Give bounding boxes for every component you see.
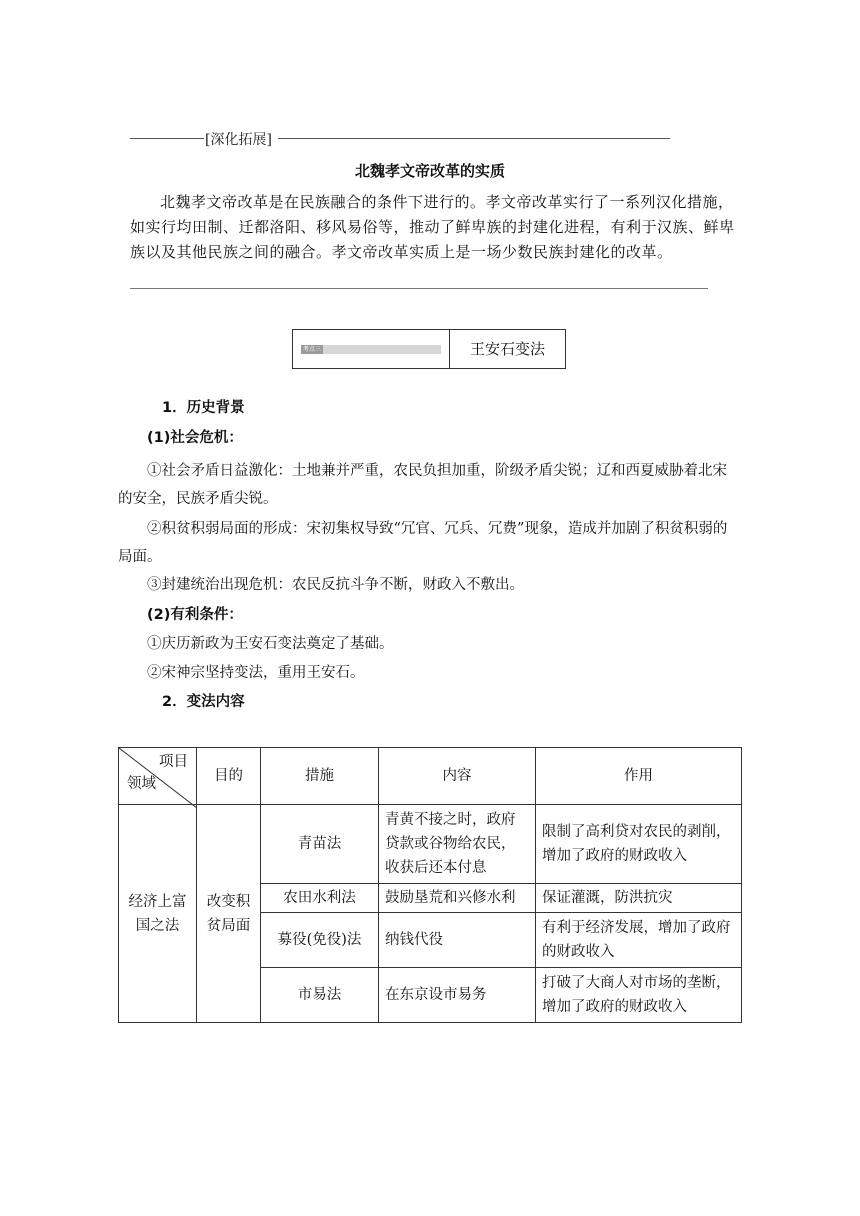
content-cell: 鼓励垦荒和兴修水利 xyxy=(379,884,536,913)
heading-reform-content: 2．变法内容 xyxy=(162,694,245,710)
measure-cell: 农田水利法 xyxy=(261,884,379,913)
divider-bottom xyxy=(130,288,708,289)
extension-tag: [深化拓展] xyxy=(205,132,272,148)
effect-cell: 保证灌溉，防洪抗灾 xyxy=(536,884,742,913)
corner-bottom-label: 领域 xyxy=(127,776,156,792)
content-cell: 青黄不接之时，政府贷款或谷物给农民，收获后还本付息 xyxy=(379,805,536,884)
corner-cell xyxy=(119,748,197,805)
heading-background: 1．历史背景 xyxy=(162,400,245,416)
effect-cell: 有利于经济发展，增加了政府的财政收入 xyxy=(536,913,742,968)
extension-body: 北魏孝文帝改革是在民族融合的条件下进行的。孝文帝改革实行了一系列汉化措施，如实行均田制、迁都洛阳、移风易俗等，推动了鲜卑族的封建化进程，有利于汉族、鲜卑族以及其他民族之间的融合。孝文帝改革实质上是一场少数民族封建化的改革。 xyxy=(130,193,735,261)
effect-cell: 限制了高利贷对农民的剥削，增加了政府的财政收入 xyxy=(536,805,742,884)
measure-cell: 募役(免役)法 xyxy=(261,913,379,968)
paragraph-poverty: ②积贫积弱局面的形成：宋初集权导致“冗官、冗兵、冗费”现象，造成并加剧了积贫积弱的局面。 xyxy=(118,521,728,565)
paragraph-rule-crisis: ③封建统治出现危机：农民反抗斗争不断，财政入不敷出。 xyxy=(147,577,524,593)
corner-top-label: 项目 xyxy=(159,754,188,770)
topic-bar xyxy=(301,345,441,354)
header-effect: 作用 xyxy=(536,748,742,805)
reform-table xyxy=(118,747,742,1023)
table-row xyxy=(119,805,742,884)
topic-header xyxy=(292,329,566,369)
measure-cell: 市易法 xyxy=(261,968,379,1023)
content-cell: 在东京设市易务 xyxy=(379,968,536,1023)
divider-right xyxy=(278,138,670,139)
table-header-row xyxy=(119,748,742,805)
header-content: 内容 xyxy=(379,748,536,805)
content-cell: 纳钱代役 xyxy=(379,913,536,968)
header-purpose: 目的 xyxy=(197,748,261,805)
topic-label-cell xyxy=(293,330,450,368)
topic-badge: 考点三 xyxy=(302,346,321,353)
effect-cell: 打破了大商人对市场的垄断，增加了政府的财政收入 xyxy=(536,968,742,1023)
extension-title: 北魏孝文帝改革的实质 xyxy=(354,162,505,180)
paragraph-social-conflict: ①社会矛盾日益激化：土地兼并严重，农民负担加重，阶级矛盾尖锐；辽和西夏威胁着北宋的安全，民族矛盾尖锐。 xyxy=(118,463,727,507)
header-measure: 措施 xyxy=(261,748,379,805)
subheading-crisis: (1)社会危机： xyxy=(147,430,243,446)
divider-left xyxy=(130,138,204,139)
subheading-conditions: (2)有利条件： xyxy=(147,607,243,623)
measure-cell: 青苗法 xyxy=(261,805,379,884)
paragraph-qingli: ①庆历新政为王安石变法奠定了基础。 xyxy=(147,636,394,652)
area-cell: 经济上富国之法 xyxy=(119,805,197,1023)
topic-title: 王安石变法 xyxy=(469,340,545,358)
paragraph-shenzong: ②宋神宗坚持变法，重用王安石。 xyxy=(147,665,365,681)
purpose-cell: 改变积贫局面 xyxy=(197,805,261,1023)
